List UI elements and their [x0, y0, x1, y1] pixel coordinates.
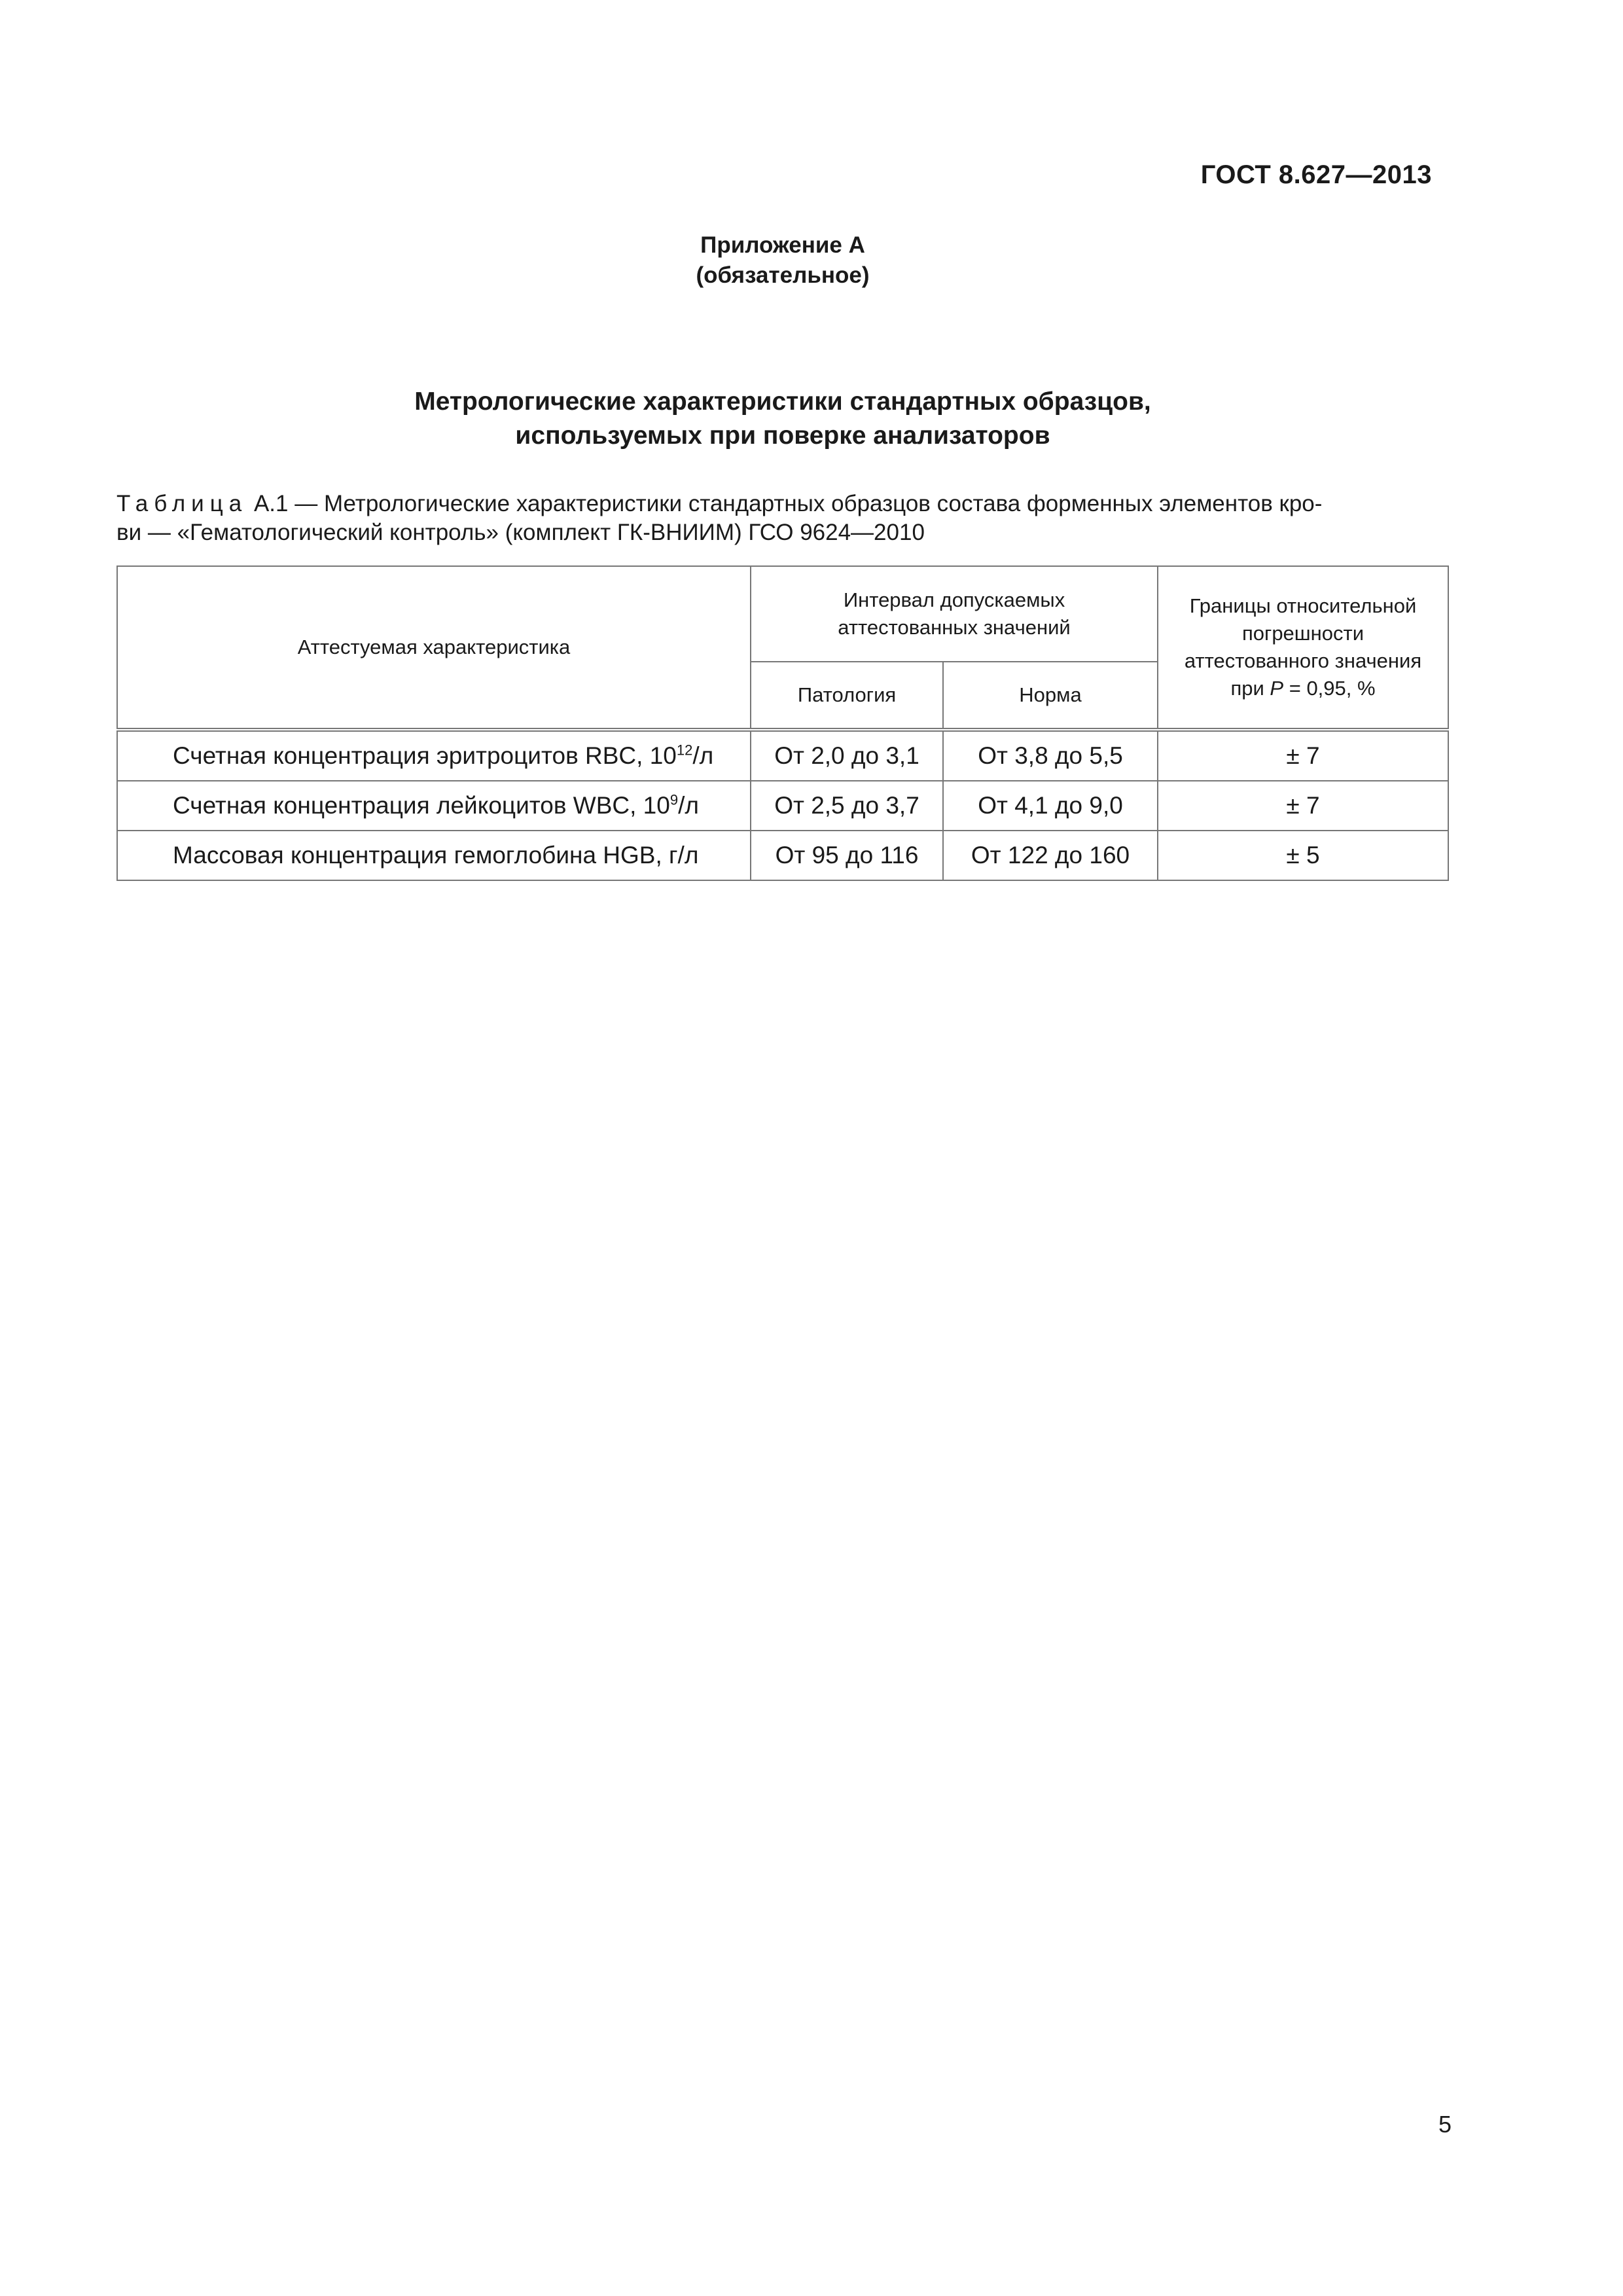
header-bounds-line2: погрешности — [1241, 622, 1364, 645]
characteristics-table — [116, 565, 1449, 881]
header-bounds-line1: Границы относительной — [1189, 594, 1417, 617]
row-error: ± 7 — [1158, 730, 1448, 781]
table-row — [117, 831, 1448, 880]
table-caption-label: Таблица — [116, 491, 248, 516]
section-title — [0, 385, 1565, 453]
row-norm: От 122 до 160 — [943, 831, 1158, 880]
row-pathology: От 2,0 до 3,1 — [751, 730, 943, 781]
appendix-title: Приложение А — [700, 232, 865, 258]
document-code: ГОСТ 8.627—2013 — [1200, 160, 1432, 189]
row-error: ± 7 — [1158, 781, 1448, 831]
table-row — [117, 730, 1448, 781]
row-pathology: От 95 до 116 — [751, 831, 943, 880]
appendix-heading — [0, 230, 1565, 291]
row-error: ± 5 — [1158, 831, 1448, 880]
row-characteristic: Счетная концентрация эритроцитов RBC, $10^{12}/л$ — [117, 730, 751, 781]
table-row — [117, 781, 1448, 831]
table-header-row — [117, 566, 1448, 662]
section-title-line1: Метрологические характеристики стандартных образцов, — [414, 387, 1151, 416]
row-characteristic: Счетная концентрация лейкоцитов WBC, $10^9/л$ — [117, 781, 751, 831]
header-norm: Норма — [943, 662, 1158, 730]
appendix-status: (обязательное) — [696, 262, 870, 288]
page-number: 5 — [1438, 2111, 1452, 2138]
section-title-line2: используемых при поверке анализаторов — [515, 422, 1050, 450]
header-interval-line1: Интервал допускаемых — [843, 588, 1065, 611]
header-interval — [751, 566, 1158, 662]
header-bounds-line3: аттестованного значения — [1184, 649, 1422, 672]
table-caption-text1: А.1 — Метрологические характеристики стандартных образцов состава форменных элементов кро- — [247, 491, 1323, 516]
header-bounds-line4: при P = 0,95, % — [1230, 677, 1376, 700]
row-characteristic: Массовая концентрация гемоглобина HGB, г/л — [117, 831, 751, 880]
header-bounds — [1158, 566, 1448, 730]
header-interval-line2: аттестованных значений — [838, 616, 1071, 639]
header-pathology: Патология — [751, 662, 943, 730]
row-norm: От 4,1 до 9,0 — [943, 781, 1158, 831]
row-norm: От 3,8 до 5,5 — [943, 730, 1158, 781]
header-characteristic: Аттестуемая характеристика — [117, 566, 751, 730]
table-caption — [116, 490, 1448, 547]
row-pathology: От 2,5 до 3,7 — [751, 781, 943, 831]
table-caption-text2: ви — «Гематологический контроль» (комплект ГК-ВНИИМ) ГСО 9624—2010 — [116, 520, 925, 545]
